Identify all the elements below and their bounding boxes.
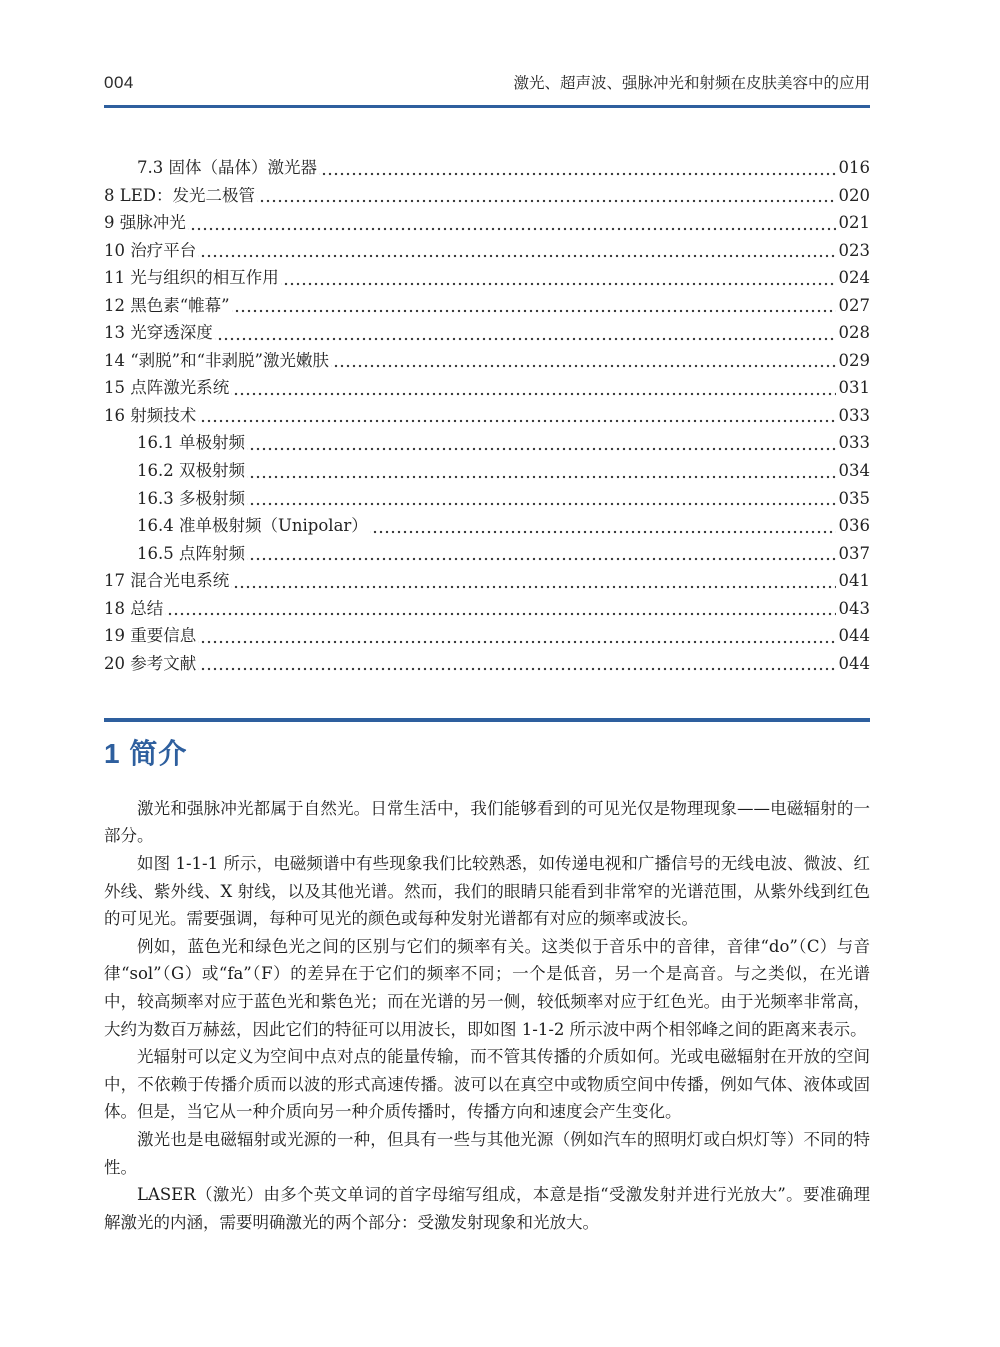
table-of-contents — [104, 154, 870, 677]
toc-entry-label: 9 强脉冲光 — [104, 213, 186, 233]
paragraph: 例如，蓝色光和绿色光之间的区别与它们的频率有关。这类似于音乐中的音律，音律“do”（C）与音律“sol”（G）或“fa”（F）的差异在于它们的频率不同；一个是低音，另一个是高音。与之类似，在光谱中，较高频率对应于蓝色光和紫色光；而在光谱的另一侧，较低频率对应于红色光。由于光频率非常高，大约为数百万赫兹，因此它们的特征可以用波长，即如图 1-1-2 所示波中两个相邻峰之间的距离来表示。 — [104, 936, 870, 1039]
toc-dot-leader — [370, 512, 836, 540]
toc-dot-leader — [281, 264, 836, 292]
toc-entry-label: 16.4 准单极射频（Unipolar） — [137, 516, 368, 536]
toc-entry — [104, 154, 870, 182]
toc-entry — [104, 622, 870, 650]
toc-entry-page: 034 — [838, 461, 870, 481]
toc-entry-page: 037 — [838, 543, 870, 563]
toc-dot-leader — [319, 154, 836, 182]
paragraph: 如图 1-1-1 所示，电磁频谱中有些现象我们比较熟悉，如传递电视和广播信号的无线电波、微波、红外线、紫外线、X 射线，以及其他光谱。然而，我们的眼睛只能看到非常窄的光谱范围，从紫外线到红色的可见光。需要强调，每种可见光的颜色或每种发射光谱都有对应的频率或波长。 — [104, 854, 870, 929]
body-text — [104, 795, 870, 1237]
toc-entry-page: 044 — [838, 626, 870, 646]
toc-dot-leader — [198, 650, 835, 678]
paragraph: LASER（激光）由多个英文单词的首字母缩写组成，本意是指“受激发射并进行光放大”。要准确理解激光的内涵，需要明确激光的两个部分：受激发射现象和光放大。 — [104, 1185, 870, 1232]
toc-entry — [104, 429, 870, 457]
toc-entry — [104, 540, 870, 568]
paragraph: 激光和强脉冲光都属于自然光。日常生活中，我们能够看到的可见光仅是物理现象——电磁辐射的一部分。 — [104, 798, 870, 846]
toc-entry — [104, 319, 870, 347]
toc-entry — [104, 264, 870, 292]
toc-entry — [104, 182, 870, 210]
section-divider — [104, 718, 870, 722]
toc-entry — [104, 402, 870, 430]
toc-entry-label: 8 LED：发光二极管 — [104, 185, 255, 205]
toc-entry-label: 13 光穿透深度 — [104, 323, 213, 343]
toc-entry — [104, 374, 870, 402]
toc-entry-label: 12 黑色素“帷幕” — [104, 295, 230, 315]
toc-dot-leader — [231, 567, 835, 595]
toc-entry-page: 044 — [838, 653, 870, 673]
toc-entry-page: 021 — [838, 213, 870, 233]
toc-entry-label: 16.5 点阵射频 — [137, 543, 245, 563]
toc-entry — [104, 512, 870, 540]
toc-entry-label: 16.2 双极射频 — [137, 461, 245, 481]
toc-dot-leader — [215, 319, 836, 347]
toc-entry — [104, 485, 870, 513]
toc-dot-leader — [232, 292, 836, 320]
toc-entry-label: 15 点阵激光系统 — [104, 378, 230, 398]
toc-dot-leader — [257, 182, 836, 210]
running-header — [104, 72, 870, 95]
toc-entry-page: 024 — [838, 268, 870, 288]
toc-entry-label: 18 总结 — [104, 598, 164, 618]
toc-entry — [104, 457, 870, 485]
toc-entry-page: 027 — [838, 295, 870, 315]
toc-entry-page: 016 — [838, 158, 870, 177]
section-heading: 1 简介 — [104, 737, 188, 769]
toc-dot-leader — [231, 374, 835, 402]
toc-entry-label: 7.3 固体（晶体）激光器 — [137, 158, 317, 177]
toc-entry-page: 035 — [838, 488, 870, 508]
paragraph: 激光也是电磁辐射或光源的一种，但具有一些与其他光源（例如汽车的照明灯或白炽灯等）不同的特性。 — [104, 1130, 870, 1177]
toc-entry — [104, 292, 870, 320]
toc-dot-leader — [247, 485, 836, 513]
toc-dot-leader — [247, 540, 836, 568]
toc-entry-label: 14 “剥脱”和“非剥脱”激光嫩肤 — [104, 350, 329, 370]
toc-entry-page: 033 — [838, 433, 870, 453]
toc-dot-leader — [198, 237, 835, 265]
toc-entry — [104, 237, 870, 265]
toc-entry-label: 19 重要信息 — [104, 626, 197, 646]
toc-entry — [104, 650, 870, 678]
paragraph: 光辐射可以定义为空间中点对点的能量传输，而不管其传播的介质如何。光或电磁辐射在开放的空间中，不依赖于传播介质而以波的形式高速传播。波可以在真空中或物质空间中传播，例如气体、液体或固体。但是，当它从一种介质向另一种介质传播时，传播方向和速度会产生变化。 — [104, 1047, 870, 1122]
toc-entry-label: 11 光与组织的相互作用 — [104, 268, 279, 288]
toc-dot-leader — [247, 429, 836, 457]
toc-entry-page: 029 — [838, 350, 870, 370]
toc-entry-label: 17 混合光电系统 — [104, 571, 230, 591]
toc-entry-label: 16 射频技术 — [104, 405, 197, 425]
toc-entry — [104, 567, 870, 595]
toc-dot-leader — [331, 347, 836, 375]
toc-entry — [104, 595, 870, 623]
toc-entry-page: 033 — [838, 405, 870, 425]
toc-dot-leader — [198, 402, 835, 430]
toc-entry — [104, 209, 870, 237]
page-number: 004 — [104, 73, 134, 92]
running-title: 激光、超声波、强脉冲光和射频在皮肤美容中的应用 — [513, 75, 870, 92]
toc-entry — [104, 347, 870, 375]
toc-entry-label: 16.3 多极射频 — [137, 488, 245, 508]
toc-entry-page: 036 — [838, 516, 870, 536]
toc-entry-page: 028 — [838, 323, 870, 343]
toc-dot-leader — [198, 622, 835, 650]
toc-dot-leader — [247, 457, 836, 485]
header-divider — [104, 105, 870, 108]
toc-dot-leader — [188, 209, 836, 237]
toc-entry-page: 020 — [838, 185, 870, 205]
toc-entry-label: 16.1 单极射频 — [137, 433, 245, 453]
toc-entry-page: 043 — [838, 598, 870, 618]
toc-entry-page: 041 — [838, 571, 870, 591]
toc-entry-page: 031 — [838, 378, 870, 398]
toc-entry-page: 023 — [838, 240, 870, 260]
toc-dot-leader — [165, 595, 835, 623]
toc-entry-label: 10 治疗平台 — [104, 240, 197, 260]
toc-entry-label: 20 参考文献 — [104, 653, 197, 673]
